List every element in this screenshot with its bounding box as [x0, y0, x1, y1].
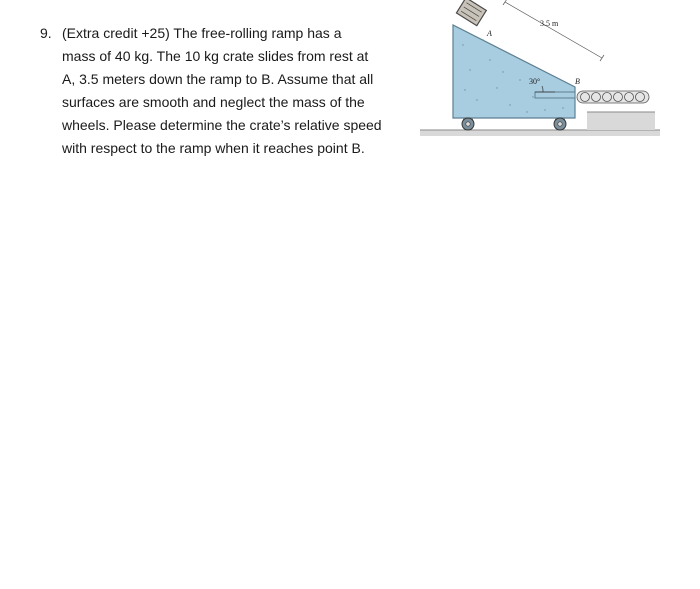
platform	[587, 112, 655, 130]
ramp-step	[535, 92, 575, 98]
dimension-line	[505, 2, 602, 58]
problem-number: 9.	[40, 25, 52, 41]
rollers	[577, 91, 649, 103]
ground	[420, 130, 660, 136]
problem-line: (Extra credit +25) The free-rolling ramp has a	[62, 25, 342, 41]
right-wheel	[554, 118, 566, 130]
point-a-label: A	[487, 29, 492, 38]
ramp-figure	[415, 0, 665, 140]
crate	[456, 0, 486, 26]
problem-line: surfaces are smooth and neglect the mass of the	[62, 94, 365, 110]
problem-line: wheels. Please determine the crate’s relative speed	[62, 117, 382, 133]
point-b-label: B	[575, 77, 580, 86]
dimension-tick-end	[600, 55, 604, 61]
problem-line: A, 3.5 meters down the ramp to B. Assume that all	[62, 71, 374, 87]
distance-label: 3.5 m	[540, 19, 559, 28]
problem-statement	[62, 22, 417, 160]
angle-label: 30°	[529, 77, 541, 86]
left-wheel	[462, 118, 474, 130]
problem-line: with respect to the ramp when it reaches point B.	[62, 140, 365, 156]
ramp-body	[453, 25, 575, 118]
problem-line: mass of 40 kg. The 10 kg crate slides from rest at	[62, 48, 369, 64]
ramp-diagram	[415, 0, 665, 140]
